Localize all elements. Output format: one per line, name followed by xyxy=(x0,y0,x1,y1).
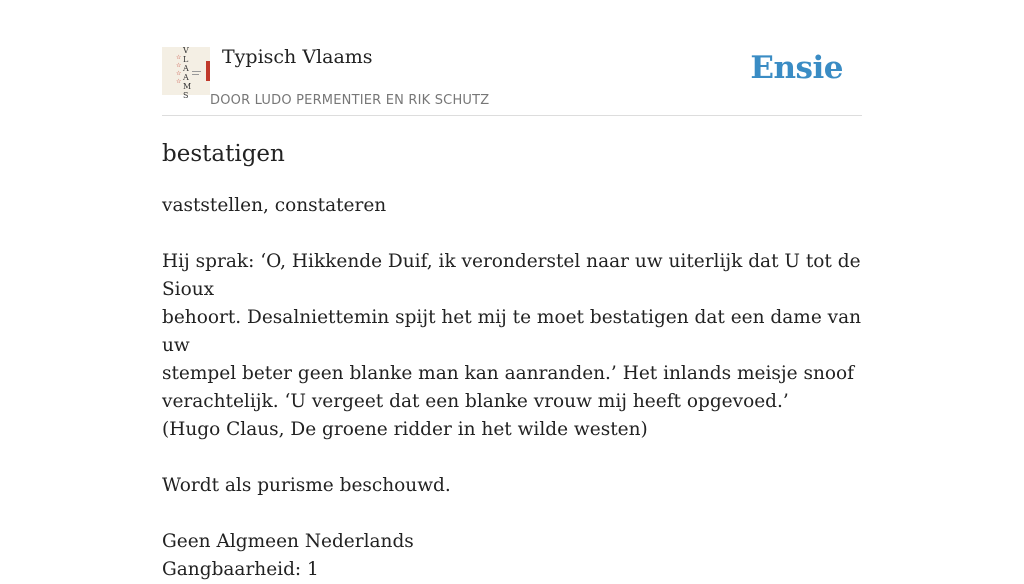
quote-citation: (Hugo Claus, De groene ridder in het wilde westen) xyxy=(162,419,648,440)
svg-text:S: S xyxy=(183,91,189,100)
source-header xyxy=(162,44,862,116)
quote-line: Hij sprak: ‘O, Hikkende Duif, ik veronderstel naar uw uiterlijk dat U tot de Sioux xyxy=(162,251,861,300)
svg-text:☆: ☆ xyxy=(176,70,182,77)
ensie-logo-link[interactable]: Ensie xyxy=(750,50,843,86)
entry-definition: vaststellen, constateren xyxy=(162,195,387,216)
dictionary-entry xyxy=(162,137,862,584)
source-title-link[interactable]: Typisch Vlaams xyxy=(222,46,373,68)
entry-label: Gangbaarheid: 1 xyxy=(162,559,319,580)
source-logo-avatar[interactable] xyxy=(162,46,210,100)
svg-text:M: M xyxy=(183,82,192,91)
book-cover-icon xyxy=(162,46,210,100)
quote-line: behoort. Desalniettemin spijt het mij te moet bestatigen dat een dame van uw xyxy=(162,307,862,356)
svg-text:☆: ☆ xyxy=(176,54,182,61)
entry-label: Geen Algmeen Nederlands xyxy=(162,531,414,552)
usage-note: Wordt als purisme beschouwd. xyxy=(162,475,451,496)
svg-text:V: V xyxy=(183,46,189,55)
entry-body xyxy=(162,192,862,584)
svg-text:L: L xyxy=(183,55,189,64)
source-authors: DOOR LUDO PERMENTIER EN RIK SCHUTZ xyxy=(210,93,490,108)
svg-text:☆: ☆ xyxy=(176,78,182,85)
quote-line: stempel beter geen blanke man kan aanranden.’ Het inlands meisje snoof xyxy=(162,363,854,384)
quote-line: verachtelijk. ‘U vergeet dat een blanke vrouw mij heeft opgevoed.’ xyxy=(162,391,789,412)
svg-text:A: A xyxy=(183,64,189,73)
svg-text:A: A xyxy=(183,73,189,82)
entry-headword: bestatigen xyxy=(162,141,285,167)
svg-text:☆: ☆ xyxy=(176,62,182,69)
